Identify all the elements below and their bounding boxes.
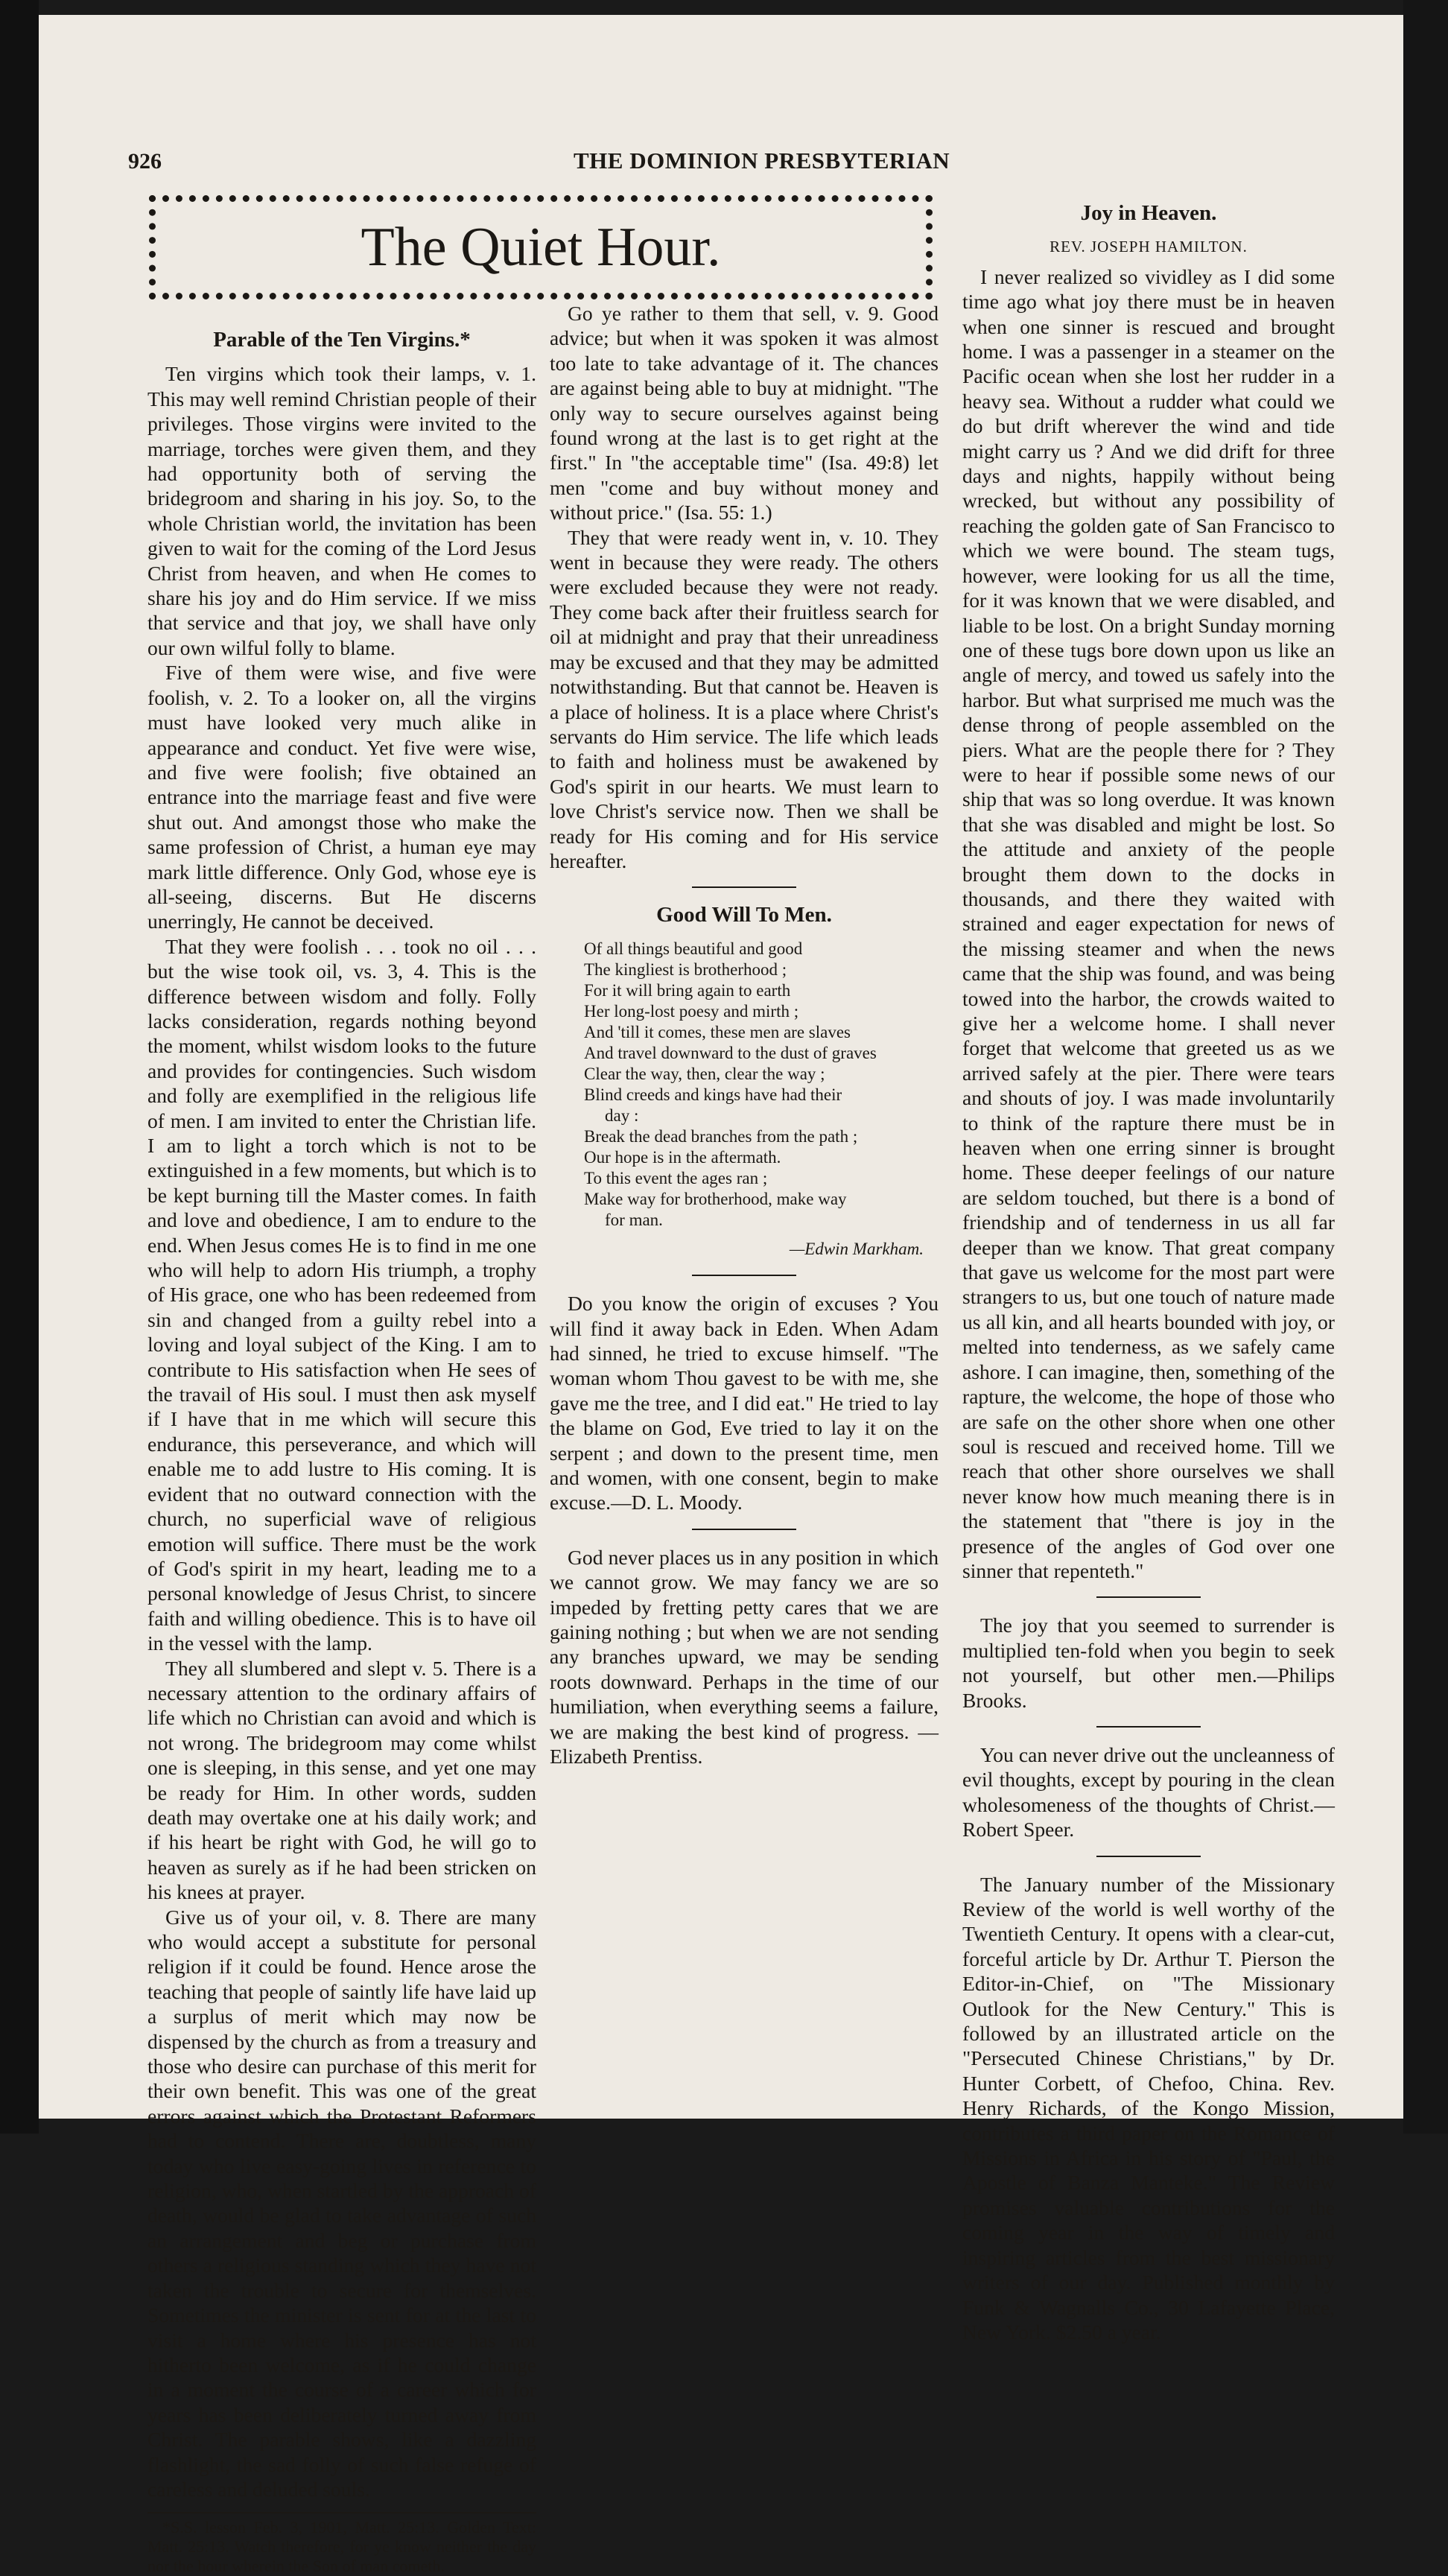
poem	[584, 939, 939, 1231]
column-3	[962, 201, 1335, 2344]
joy-byline: REV. JOSEPH HAMILTON.	[1050, 238, 1248, 256]
parable-paragraph: Ten virgins which took their lamps, v. 1. This may well remind Christian people of their privileges. Those virgins were invited to the marriage, torches were given them, and they had opportunity both of serving the bridegroom and sharing in his joy. So, to the whole Christian world, the invitation has been given to wait for the coming of the Lord Jesus Christ from heaven, and when He comes to share his joy and do Him service. If we miss that service and that joy, we shall have only our own wilful folly to blame.	[147, 362, 536, 659]
divider	[692, 1275, 796, 1276]
scan-border-left	[0, 0, 39, 2134]
poem-line: day :	[605, 1105, 639, 1125]
excuses-paragraph: Do you know the origin of excuses ? You will find it away back in Eden. When Adam had sinned, he tried to excuse himself. "The woman whom Thou gavest to be with me, she gave me the tree, and I did eat." He tried to lay the blame on God, Eve tried to lay it on the serpent ; and down to the present time, men and women, with one consent, begin to make excuse.—D. L. Moody.	[550, 1292, 939, 1514]
poem-line: Break the dead branches from the path ;	[584, 1126, 858, 1146]
parable-paragraph: Go ye rather to them that sell, v. 9. Good advice; but when it was spoken it was almost too late to take advantage of it. The chances are against being able to buy at midnight. "The only way to secure ourselves against being found wrong at the last is to get right at the first." In "the acceptable time" (Isa. 49:8) let men "come and buy without money and without price." (Isa. 55: 1.)	[550, 302, 939, 524]
divider	[692, 1529, 796, 1530]
poem-line: Our hope is in the aftermath.	[584, 1147, 781, 1167]
parable-heading: Parable of the Ten Virgins.*	[213, 328, 471, 352]
parable-paragraph: That they were foolish . . . took no oil . . . but the wise took oil, vs. 3, 4. This is the difference between wisdom and folly. Folly lacks consideration, regards nothing beyond the moment, whilst wisdom looks to the future and provides for contingencies. Such wisdom and folly are exemplified in the religious life of men. I am invited to enter the Christian life. I am to light a torch which is not to be extinguished in a few moments, but which is to be kept burning till the Master comes. In faith and love and obedience, I am to endure to the end. When Jesus comes He is to find in me one who will help to adorn His triumph, a trophy of His grace, one who has been redeemed from sin and changed from a guilty rebel into a loving and loyal subject of the King. I am to contribute to His satisfaction when He sees of the travail of His soul. I must then ask myself if I have that in me which will secure this endurance, this perseverance, and which will enable me to add lustre to His coming. It is evident that no outward connection with the church, no superficial wave of religious emotion will suffice. There must be the work of God's spirit in my heart, leading me to a personal knowledge of Jesus Christ, to sincere faith and willing obedience. This is to have oil in the vessel with the lamp.	[147, 934, 536, 1655]
poem-attribution: —Edwin Markham.	[789, 1239, 924, 1258]
running-head: THE DOMINION PRESBYTERIAN	[574, 147, 950, 174]
divider	[1096, 1596, 1201, 1598]
footnote	[147, 2512, 536, 2576]
poem-line: To this event the ages ran ;	[584, 1168, 768, 1187]
parable-paragraph: Give us of your oil, v. 8. There are many who would accept a substitute for personal religion if it could be found. Hence arose the teaching that people of saintly life have laid up a surplus of merit which may now be dispensed by the church as from a treasury and those who desire can purchase of this merit for their own benefit. This was one of the great errors against which the Protestant Reformers had to contend. There are, doubtless, many today who live easy-going lives in reference to religion, who, when startled by the approach of death, would be glad to take advantage of such an arrangement and beg or purchase from others a religious standing which they have not taken the trouble to secure for themselves. Sometimes the minister is sent for at the last to visit a home where his presence has not hitherto been welcome, as if he could change in a moment the course of a career which for years has been deliberately turned away from Christ. The parable shows, like a dazzling flashlight, the sad folly of such false refuge of careless and deluded souls.	[147, 1905, 536, 2501]
speer-paragraph: You can never drive out the uncleanness of evil thoughts, except by pouring in the clean wholesomeness of the thoughts of Christ.—Robert Speer.	[962, 1742, 1335, 1841]
poem-line: Of all things beautiful and good	[584, 939, 803, 958]
poem-line: Clear the way, then, clear the way ;	[584, 1064, 825, 1083]
banner-title: The Quiet Hour.	[361, 217, 721, 278]
poem-line: Make way for brotherhood, make way	[584, 1189, 847, 1208]
joy-heading: Joy in Heaven.	[1080, 201, 1217, 225]
parable-paragraph: They all slumbered and slept v. 5. There is a necessary attention to the ordinary affairs of life which no Christian can avoid and which is not wrong. The bridegroom may come whilst one is sleeping, in this sense, and yet one may be ready for Him. In other words, sudden death may overtake one at his daily work; and if his heart be right with God, he will go to heaven as surely as if he had been stricken on his knees at prayer.	[147, 1656, 536, 1904]
joy-paragraph: I never realized so vividley as I did some time ago what joy there must be in heaven when one sinner is rescued and brought home. I was a passenger in a steamer on the Pacific ocean when she lost her rudder in a heavy sea. Without a rudder what could we do but drift wherever the wind and tide might carry us ? And we did drift for three days and nights, happily without being wrecked, but without any possibility of reaching the golden gate of San Francisco to which we were bound. The steam tugs, however, were looking for us all the time, for it was known that we were disabled, and liable to be lost. On a bright Sunday morning one of these tugs bore down upon us like an angle of mercy, and towed us safely into the harbor. But what surprised me much was the dense throng of people assembled on the piers. What are the people there for ? They were to hear if possible some news of our ship that was so long overdue. It was known that she was disabled and might be lost. So the attitude and anxiety of the people brought them down to the docks in thousands, and there they waited with strained and eager expectation for news of the missing steamer and when the news came that the ship was found, and was being towed into the harbor, the crowds waited to give her a welcome home. I shall never forget that welcome that greeted us as we arrived safely at the pier. There were tears and shouts of joy. I was made involuntarily to think of the rapture there must be in heaven when one erring sinner is brought home. These deeper feelings of our nature are seldom touched, but there is a bond of friendship and of tenderness in us all far deeper than we know. That great company that gave us welcome for the most part were strangers to us, but one touch of nature made us all kin, and all hearts bounded with joy, or melted into tenderness, as we safely came ashore. I can imagine, then, something of the rapture, the welcome, the hope of those who are safe on the other shore when one other soul is rescued and received home. Till we reach that other shore ourselves we shall never know how much meaning there is in the statement that "there is joy in the presence of the angles of God over one sinner that repenteth."	[962, 264, 1335, 1582]
poem-line: Her long-lost poesy and mirth ;	[584, 1001, 799, 1021]
column-1	[147, 328, 536, 2576]
poem-line: for man.	[605, 1210, 663, 1229]
prentiss-paragraph: God never places us in any position in which we cannot grow. We may fancy we are so impeded by fretting petty cares that we are gaining nothing ; but when we are not sending any branches upward, we may be sending roots downward. Perhaps in the time of our humiliation, when everything seems a failure, we are making the best kind of progress. —Elizabeth Prentiss.	[550, 1545, 939, 1768]
divider	[692, 886, 796, 888]
parable-paragraph: Five of them were wise, and five were foolish, v. 2. To a looker on, all the virgins must have looked very much alike in appearance and conduct. Yet five were wise, and five were foolish; five obtained an entrance into the marriage feast and five were shut out. And amongst those who make the same profession of Christ, a human eye may mark little difference. Only God, whose eye is all-seeing, discerns. But He discerns unerringly, He cannot be deceived.	[147, 661, 536, 933]
poem-line: And 'till it comes, these men are slaves	[584, 1022, 851, 1041]
section-banner	[149, 195, 933, 299]
parable-paragraph: They that were ready went in, v. 10. They went in because they were ready. The others were excluded because they were not ready. They come back after their fruitless search for oil at midnight and pray that their unreadiness may be excused and that they may be admitted notwithstanding. But that cannot be. Heaven is a place of holiness. It is a place where Christ's servants do Him service. The life which leads to faith and holiness must be awakened by God's spirit in our hearts. We must learn to love Christ's service now. Then we shall be ready for His coming and for His service hereafter.	[550, 525, 939, 872]
poem-line: For it will bring again to earth	[584, 980, 791, 1000]
poem-title: Good Will To Men.	[656, 903, 832, 927]
brooks-paragraph: The joy that you seemed to surrender is multiplied ten-fold when you begin to seek not yourself, but other men.—Philips Brooks.	[962, 1614, 1335, 1712]
divider	[1096, 1856, 1201, 1857]
page-number: 926	[128, 149, 162, 174]
column-2	[550, 301, 939, 1768]
scan-border-right	[1403, 0, 1448, 2134]
divider	[1096, 1726, 1201, 1728]
footnote-text: *S.S. lesson Feb. 3, 1901, Matt. 25:13. Golden Text: Matt. 25:13. Watch therefore, for ye know neither the day nor the hour wherein the Son of man cometh.	[147, 2518, 536, 2576]
poem-line: And travel downward to the dust of graves	[584, 1043, 877, 1062]
poem-line: The kingliest is brotherhood ;	[584, 959, 787, 979]
review-paragraph: The January number of the Missionary Review of the world is well worthy of the Twentieth Century. It opens with a clear-cut, forceful article by Dr. Arthur T. Pierson the Editor-in-Chief, on "The Missionary Outlook for the New Century." This is followed by an illustrated article on the "Persecuted Chinese Christians," by Dr. Hunter Corbett, of Chefoo, China. Rev. Henry Richards, of the Kongo Mission, contributes a third paper on the Romance of Missions in Africa in his story of "Paul, the Apostle of Banza Manteke." The Review promises valuable contributions for the coming year in the way of timely and inspiring articles from the best missionary writers of our day. Published monthly by Funk & Wagnalls Co., 30 Lafayette Place, New York. $2.50 a year.	[962, 1872, 1335, 2344]
poem-line: Blind creeds and kings have had their	[584, 1085, 842, 1104]
